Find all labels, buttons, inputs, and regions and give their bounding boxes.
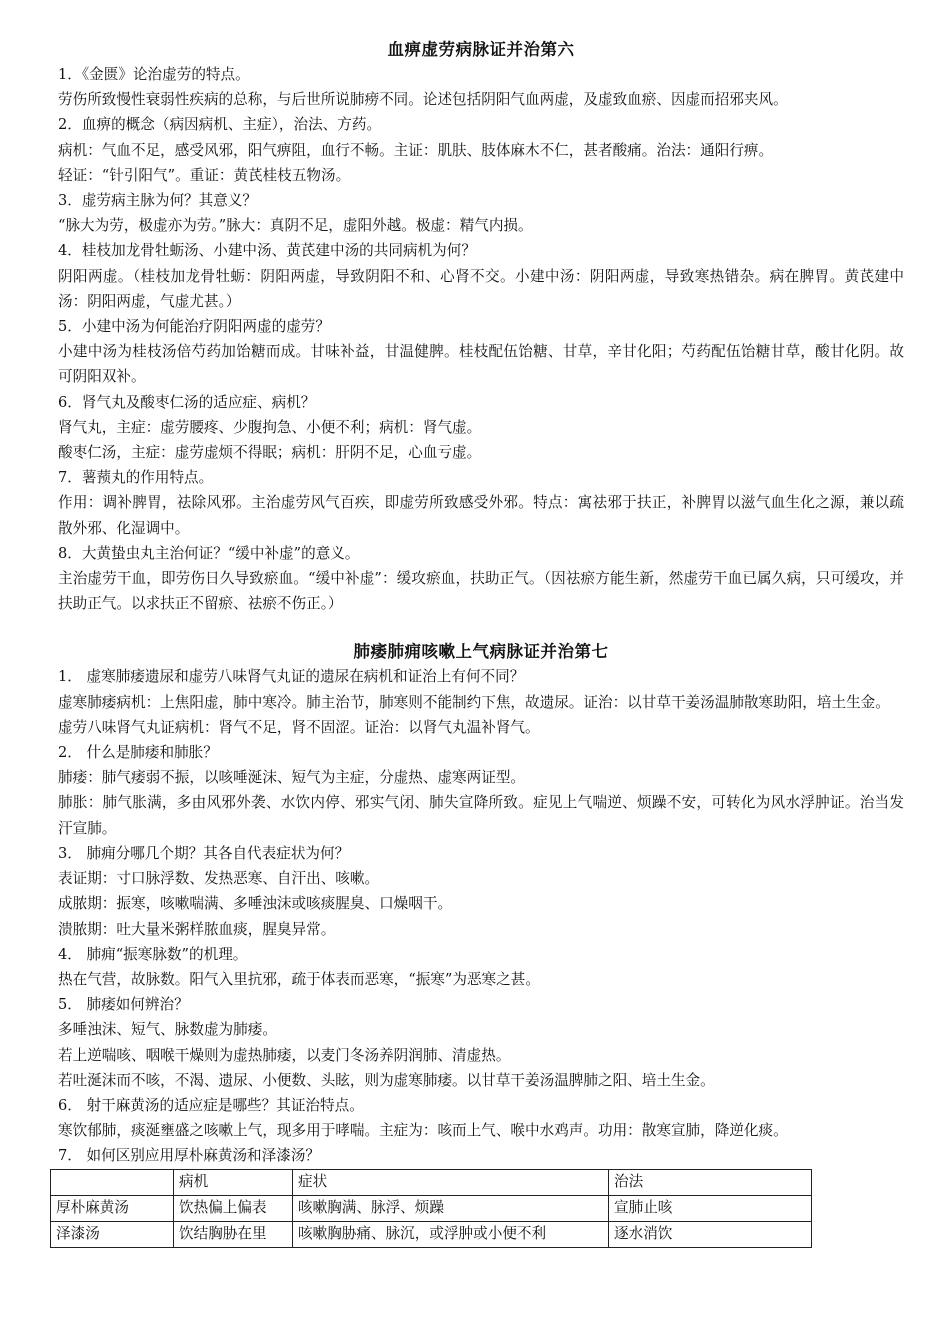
answer-line: 表证期：寸口脉浮数、发热恶寒、自汗出、咳嗽。 [58, 870, 380, 888]
question-line: 1． 虚寒肺痿遗尿和虚劳八味肾气丸证的遗尿在病机和证治上有何不同？ [58, 668, 525, 686]
answer-line: 酸枣仁汤，主症：虚劳虚烦不得眠；病机：肝阴不足，心血亏虚。 [58, 444, 482, 462]
table-row [51, 1221, 812, 1247]
question-line: 2．血痹的概念（病因病机、主症），治法、方药。 [58, 116, 382, 134]
answer-line: 成脓期：振寒，咳嗽喘满、多唾浊沫或咳痰腥臭、口燥咽干。 [58, 895, 453, 913]
question-line: 5．小建中汤为何能治疗阴阳两虚的虚劳？ [58, 318, 330, 336]
question-line: 4． 肺痈“振寒脉数”的机理。 [58, 945, 248, 963]
table-header-cell: 治法 [609, 1169, 812, 1195]
table-cell: 逐水消饮 [609, 1221, 812, 1247]
table-cell: 饮热偏上偏表 [174, 1195, 293, 1221]
answer-line: 溃脓期：吐大量米粥样脓血痰，腥臭异常。 [58, 920, 336, 938]
question-line: 3． 肺痈分哪几个期？其各自代表症状为何？ [58, 844, 350, 862]
question-line: 6． 射干麻黄汤的适应症是哪些？其证治特点。 [58, 1096, 364, 1114]
question-line: 2． 什么是肺痿和肺胀？ [58, 744, 218, 762]
answer-line: 虚劳八味肾气丸证病机：肾气不足，肾不固涩。证治：以肾气丸温补肾气。 [58, 718, 540, 736]
answer-line: 阴阳两虚。（桂枝加龙骨牡蛎：阴阳两虚，导致阴阳不和、心肾不交。小建中汤：阴阳两虚，导致寒热错杂。病在脾胃。黄芪建中汤：阴阳两虚，气虚尤甚。） [58, 267, 904, 310]
answer-line: 若吐涎沫而不咳，不渴、遗尿、小便数、头眩，则为虚寒肺痿。以甘草干姜汤温脾肺之阳、培土生金。 [58, 1071, 715, 1089]
section-6 [58, 38, 904, 616]
table-header-cell: 病机 [174, 1169, 293, 1195]
answer-line: 劳伤所致慢性衰弱性疾病的总称，与后世所说肺痨不同。论述包括阴阳气血两虚，及虚致血瘀、因虚而招邪夹风。 [58, 91, 788, 109]
table-row [51, 1195, 812, 1221]
answer-line: 虚寒肺痿病机：上焦阳虚，肺中寒冷。肺主治节，肺寒则不能制约下焦，故遗尿。证治：以甘草干姜汤温肺散寒助阳，培土生金。 [58, 693, 890, 711]
table-cell: 咳嗽胸胁痛、脉沉，或浮肿或小便不利 [293, 1221, 609, 1247]
answer-line: 轻证：“针引阳气”。重证：黄芪桂枝五物汤。 [58, 166, 351, 184]
question-line: 5． 肺痿如何辨治？ [58, 996, 189, 1014]
section-6-title: 血痹虚劳病脉证并治第六 [387, 40, 575, 59]
answer-line: 寒饮郁肺，痰涎壅盛之咳嗽上气，现多用于哮喘。主症为：咳而上气、喉中水鸡声。功用：散寒宣肺，降逆化痰。 [58, 1122, 788, 1140]
answer-line: 若上逆喘咳、咽喉干燥则为虚热肺痿，以麦门冬汤养阴润肺、清虚热。 [58, 1046, 511, 1064]
table-cell: 泽漆汤 [51, 1221, 174, 1247]
table-cell: 厚朴麻黄汤 [51, 1195, 174, 1221]
question-line: 8．大黄蛰虫丸主治何证？“缓中补虚”的意义。 [58, 544, 360, 562]
comparison-table [50, 1169, 812, 1248]
answer-line: “脉大为劳，极虚亦为劳。”脉大：真阴不足，虚阳外越。极虚：精气内损。 [58, 217, 533, 235]
question-line: 3．虚劳病主脉为何？其意义？ [58, 192, 258, 210]
table-cell: 咳嗽胸满、脉浮、烦躁 [293, 1195, 609, 1221]
table-cell: 饮结胸胁在里 [174, 1221, 293, 1247]
table-header-row [51, 1169, 812, 1195]
answer-line: 病机：气血不足，感受风邪，阳气痹阻，血行不畅。主证：肌肤、肢体麻木不仁，甚者酸痛。治法：通阳行痹。 [58, 141, 774, 159]
section-7 [58, 640, 904, 1247]
question-line: 7． 如何区别应用厚朴麻黄汤和泽漆汤？ [58, 1147, 321, 1165]
answer-line: 多唾浊沫、短气、脉数虚为肺痿。 [58, 1021, 277, 1039]
answer-line: 主治虚劳干血，即劳伤日久导致瘀血。“缓中补虚”：缓攻瘀血，扶助正气。（因祛瘀方能生新，然虚劳干血已属久病，只可缓攻，并扶助正气。以求扶正不留瘀、祛瘀不伤正。） [58, 570, 904, 613]
question-line: 1．《金匮》论治虚劳的特点。 [58, 66, 250, 83]
answer-line: 作用：调补脾胃，祛除风邪。主治虚劳风气百疾，即虚劳所致感受外邪。特点：寓祛邪于扶正，补脾胃以滋气血生化之源，兼以疏散外邪、化湿调中。 [58, 494, 904, 537]
question-line: 7．薯蓣丸的作用特点。 [58, 469, 214, 487]
answer-line: 肺痿：肺气痿弱不振，以咳唾涎沫、短气为主症，分虚热、虚寒两证型。 [58, 769, 526, 787]
answer-line: 肺胀：肺气胀满，多由风邪外袭、水饮内停、邪实气闭、肺失宣降所致。症见上气喘逆、烦躁不安，可转化为风水浮肿证。治当发汗宣肺。 [58, 794, 904, 837]
answer-line: 小建中汤为桂枝汤倍芍药加饴糖而成。甘味补益，甘温健脾。桂枝配伍饴糖、甘草，辛甘化阳；芍药配伍饴糖甘草，酸甘化阴。故可阴阳双补。 [58, 343, 904, 386]
table-cell: 宣肺止咳 [609, 1195, 812, 1221]
answer-line: 肾气丸，主症：虚劳腰疼、少腹拘急、小便不利；病机：肾气虚。 [58, 418, 482, 436]
answer-line: 热在气营，故脉数。阳气入里抗邪，疏于体表而恶寒，“振寒”为恶寒之甚。 [58, 970, 540, 988]
question-line: 6．肾气丸及酸枣仁汤的适应症、病机？ [58, 393, 316, 411]
table-header-cell [51, 1169, 174, 1195]
section-7-title: 肺痿肺痈咳嗽上气病脉证并治第七 [353, 642, 609, 662]
question-line: 4．桂枝加龙骨牡蛎汤、小建中汤、黄芪建中汤的共同病机为何？ [58, 242, 476, 260]
document-page [58, 38, 904, 1248]
table-header-cell: 症状 [293, 1169, 609, 1195]
